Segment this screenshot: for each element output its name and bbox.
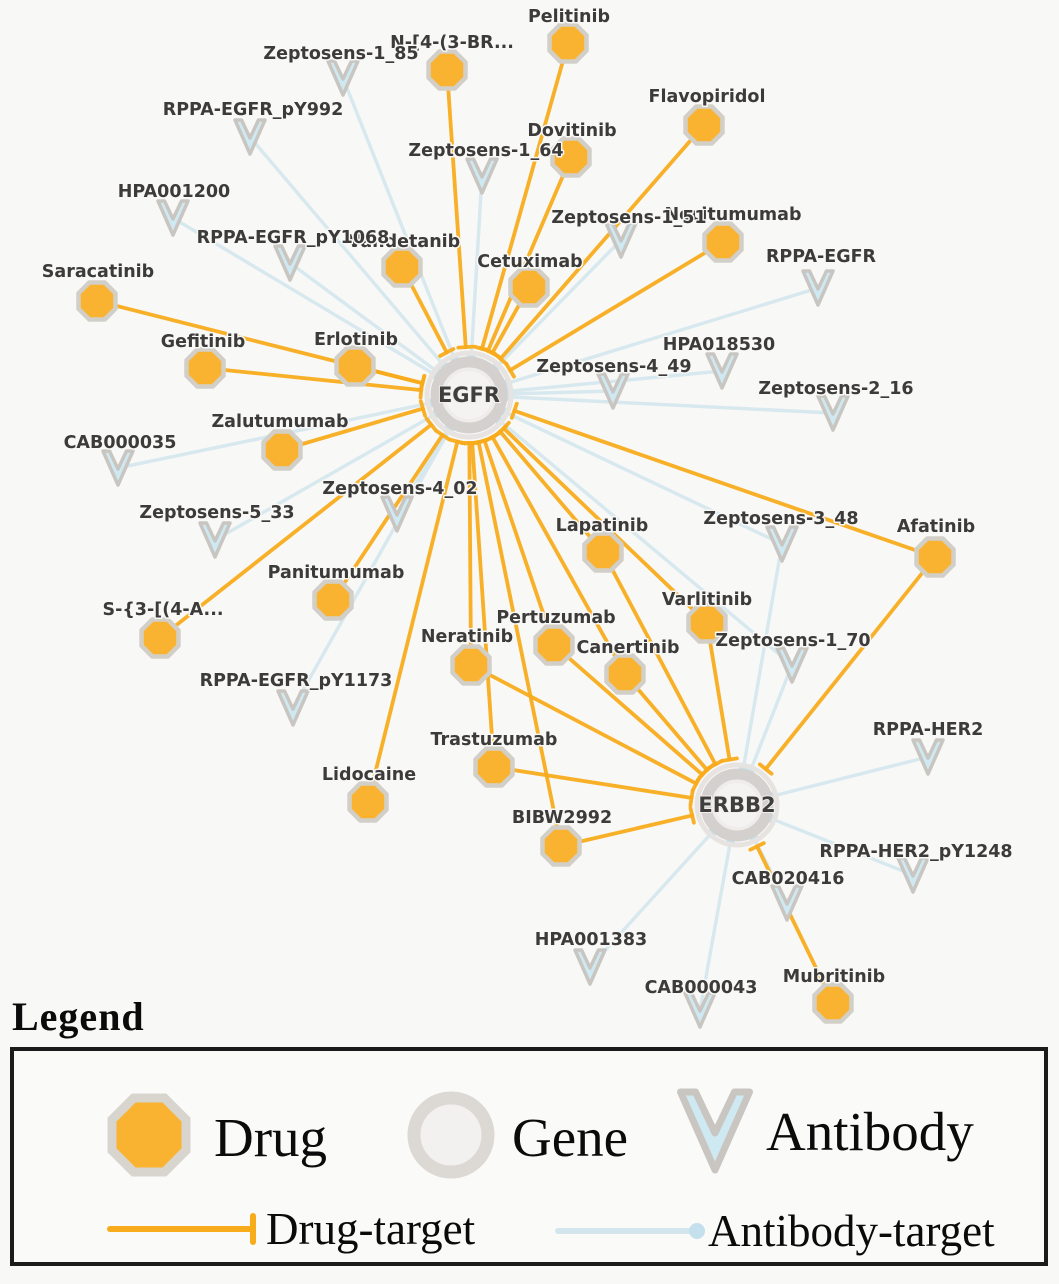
rppa-egfr-py992-label: RPPA-EGFR_pY992 bbox=[163, 100, 344, 120]
antibody-node-hpa001383[interactable] bbox=[575, 950, 605, 984]
antibody-target-edge-rppa-her2-erbb2 bbox=[774, 757, 928, 796]
drug-octagon bbox=[264, 432, 301, 469]
antibody-node-cab020416[interactable] bbox=[772, 886, 802, 920]
panitumumab-label: Panitumumab bbox=[268, 563, 405, 583]
flavopiridol-label: Flavopiridol bbox=[649, 87, 766, 107]
gefitinib-label: Gefitinib bbox=[161, 332, 246, 352]
erbb2-label: ERBB2 bbox=[698, 793, 775, 817]
antibody-chevron bbox=[803, 271, 833, 305]
edge-endpoint-tee bbox=[722, 758, 737, 760]
legend-box bbox=[10, 1047, 1048, 1266]
drug-node-erlotinib[interactable] bbox=[337, 348, 374, 385]
drug-octagon bbox=[142, 620, 179, 657]
drug-node-gefitinib[interactable] bbox=[187, 350, 224, 387]
drug-octagon bbox=[350, 784, 387, 821]
antibody-node-zeptosens-1-85[interactable] bbox=[328, 61, 358, 95]
trastuzumab-label: Trastuzumab bbox=[431, 730, 558, 750]
rppa-egfr-py1068-label: RPPA-EGFR_pY1068 bbox=[197, 228, 390, 248]
rppa-egfr-label: RPPA-EGFR bbox=[766, 247, 877, 267]
drug-octagon bbox=[429, 52, 466, 89]
antibody-node-zeptosens-1-64[interactable] bbox=[467, 159, 497, 193]
legend-title: Legend bbox=[12, 993, 145, 1040]
n4-3br-label: N-[4-(3-BR... bbox=[390, 33, 514, 53]
edge-endpoint-tee bbox=[450, 440, 465, 444]
drug-node-pelitinib[interactable] bbox=[550, 25, 587, 62]
antibody-chevron bbox=[278, 691, 308, 725]
zeptosens-1-51-label: Zeptosens-1_51 bbox=[551, 208, 706, 228]
vandetanib-label: Vandetanib bbox=[348, 232, 460, 252]
varlitinib-label: Varlitinib bbox=[662, 590, 752, 610]
drug-octagon bbox=[550, 25, 587, 62]
egfr-label: EGFR bbox=[438, 383, 500, 407]
drug-node-bibw2992[interactable] bbox=[543, 828, 580, 865]
antibody-target-edge-zeptosens-3-48-erbb2 bbox=[743, 544, 782, 768]
legend-gene-label: Gene bbox=[512, 1110, 628, 1165]
drug-octagon bbox=[511, 269, 548, 306]
drug-octagon bbox=[686, 107, 723, 144]
antibody-node-rppa-egfr-py1068[interactable] bbox=[275, 246, 305, 280]
drug-node-trastuzumab[interactable] bbox=[476, 749, 513, 786]
drug-octagon bbox=[536, 627, 573, 664]
drug-node-canertinib[interactable] bbox=[607, 656, 644, 693]
antibody-chevron bbox=[328, 61, 358, 95]
legend-antibody-target-label: Antibody-target bbox=[708, 1209, 995, 1254]
zeptosens-5-33-label: Zeptosens-5_33 bbox=[139, 503, 294, 523]
afatinib-label: Afatinib bbox=[897, 517, 975, 537]
zeptosens-4-02-label: Zeptosens-4_02 bbox=[322, 479, 477, 499]
pertuzumab-label: Pertuzumab bbox=[496, 608, 615, 628]
antibody-chevron bbox=[898, 858, 928, 892]
drug-octagon bbox=[187, 350, 224, 387]
drug-octagon bbox=[476, 749, 513, 786]
zeptosens-1-64-label: Zeptosens-1_64 bbox=[408, 141, 563, 161]
cetuximab-label: Cetuximab bbox=[477, 252, 582, 272]
hpa001200-label: HPA001200 bbox=[118, 182, 230, 202]
drug-node-panitumumab[interactable] bbox=[315, 582, 352, 619]
antibody-node-zeptosens-5-33[interactable] bbox=[200, 523, 230, 557]
cab020416-label: CAB020416 bbox=[732, 869, 845, 889]
zeptosens-2-16-label: Zeptosens-2_16 bbox=[758, 379, 913, 399]
antibody-node-zeptosens-1-70[interactable] bbox=[777, 648, 807, 682]
antibody-chevron bbox=[275, 246, 305, 280]
antibody-chevron bbox=[103, 451, 133, 485]
drug-octagon bbox=[384, 249, 421, 286]
drug-octagon bbox=[337, 348, 374, 385]
antibody-chevron bbox=[767, 527, 797, 561]
zeptosens-4-49-label: Zeptosens-4_49 bbox=[536, 357, 691, 377]
legend-drug-target-label: Drug-target bbox=[266, 1207, 475, 1252]
antibody-node-hpa001200[interactable] bbox=[158, 201, 188, 235]
antibody-chevron bbox=[777, 648, 807, 682]
drug-octagon bbox=[917, 539, 954, 576]
drug-node-cetuximab[interactable] bbox=[511, 269, 548, 306]
legend-antibody-label: Antibody bbox=[766, 1104, 974, 1159]
drug-octagon bbox=[607, 656, 644, 693]
erlotinib-label: Erlotinib bbox=[314, 330, 398, 350]
bibw2992-label: BIBW2992 bbox=[512, 808, 612, 828]
s3-4a-label: S-{3-[(4-A... bbox=[102, 600, 223, 620]
neratinib-label: Neratinib bbox=[421, 627, 513, 647]
dovitinib-label: Dovitinib bbox=[527, 121, 616, 141]
drug-node-s3-4a[interactable] bbox=[142, 620, 179, 657]
antibody-node-zeptosens-3-48[interactable] bbox=[767, 527, 797, 561]
lapatinib-label: Lapatinib bbox=[556, 516, 649, 536]
rppa-her2-py1248-label: RPPA-HER2_pY1248 bbox=[819, 842, 1012, 862]
drug-target-edge-icon bbox=[104, 1211, 274, 1251]
antibody-chevron bbox=[158, 201, 188, 235]
zeptosens-1-70-label: Zeptosens-1_70 bbox=[715, 631, 870, 651]
necitumumab-label: Necitumumab bbox=[665, 205, 802, 225]
antibody-chevron-icon bbox=[665, 1081, 765, 1181]
drug-node-flavopiridol[interactable] bbox=[686, 107, 723, 144]
cab000035-label: CAB000035 bbox=[64, 433, 177, 453]
edge-endpoint-tee bbox=[690, 808, 693, 823]
zeptosens-3-48-label: Zeptosens-3_48 bbox=[703, 509, 858, 529]
rppa-egfr-py1173-label: RPPA-EGFR_pY1173 bbox=[200, 671, 393, 691]
drug-target-edge-trastuzumab-erbb2 bbox=[494, 767, 692, 798]
edge-endpoint-tee bbox=[458, 347, 473, 348]
antibody-node-cab000035[interactable] bbox=[103, 451, 133, 485]
drug-octagon bbox=[315, 582, 352, 619]
rppa-her2-label: RPPA-HER2 bbox=[873, 720, 984, 740]
antibody-chevron bbox=[200, 523, 230, 557]
drug-octagon-icon bbox=[99, 1085, 199, 1185]
antibody-chevron bbox=[575, 950, 605, 984]
lidocaine-label: Lidocaine bbox=[322, 765, 416, 785]
antibody-target-edge-zeptosens-2-16-egfr bbox=[509, 397, 833, 413]
hpa001383-label: HPA001383 bbox=[535, 930, 647, 950]
antibody-node-rppa-egfr-py1173[interactable] bbox=[278, 691, 308, 725]
drug-octagon bbox=[585, 534, 622, 571]
legend-drug-label: Drug bbox=[214, 1110, 327, 1165]
drug-target-edge-n4-3br-egfr bbox=[447, 70, 466, 347]
antibody-chevron bbox=[913, 740, 943, 774]
antibody-target-edge-icon bbox=[552, 1213, 722, 1253]
drug-octagon bbox=[79, 283, 116, 320]
zeptosens-1-85-label: Zeptosens-1_85 bbox=[263, 44, 418, 64]
pelitinib-label: Pelitinib bbox=[528, 7, 610, 27]
edge-endpoint-tee bbox=[690, 790, 692, 805]
drug-node-saracatinib[interactable] bbox=[79, 283, 116, 320]
antibody-node-cab000043[interactable] bbox=[685, 993, 715, 1027]
antibody-chevron bbox=[685, 993, 715, 1027]
drug-node-necitumumab[interactable] bbox=[705, 224, 742, 261]
hpa018530-label: HPA018530 bbox=[663, 335, 775, 355]
drug-node-vandetanib[interactable] bbox=[384, 249, 421, 286]
drug-octagon bbox=[815, 985, 852, 1022]
drug-node-lapatinib[interactable] bbox=[585, 534, 622, 571]
drug-node-afatinib[interactable] bbox=[917, 539, 954, 576]
drug-node-pertuzumab[interactable] bbox=[536, 627, 573, 664]
cab000043-label: CAB000043 bbox=[645, 978, 758, 998]
antibody-node-rppa-her2[interactable] bbox=[913, 740, 943, 774]
gene-circle-icon bbox=[401, 1085, 501, 1185]
drug-node-n4-3br[interactable] bbox=[429, 52, 466, 89]
drug-node-zalutumumab[interactable] bbox=[264, 432, 301, 469]
drug-node-mubritinib[interactable] bbox=[815, 985, 852, 1022]
drug-octagon bbox=[543, 828, 580, 865]
drug-octagon bbox=[705, 224, 742, 261]
antibody-node-rppa-egfr[interactable] bbox=[803, 271, 833, 305]
drug-target-edge-gefitinib-egfr bbox=[205, 368, 421, 390]
drug-node-neratinib[interactable] bbox=[453, 647, 490, 684]
antibody-node-rppa-her2-py1248[interactable] bbox=[898, 858, 928, 892]
mubritinib-label: Mubritinib bbox=[783, 967, 885, 987]
drug-node-lidocaine[interactable] bbox=[350, 784, 387, 821]
canertinib-label: Canertinib bbox=[577, 638, 680, 658]
antibody-chevron bbox=[772, 886, 802, 920]
antibody-chevron bbox=[467, 159, 497, 193]
drug-octagon bbox=[453, 647, 490, 684]
saracatinib-label: Saracatinib bbox=[42, 262, 154, 282]
edge-endpoint-tee bbox=[421, 376, 425, 391]
zalutumumab-label: Zalutumumab bbox=[211, 412, 348, 432]
